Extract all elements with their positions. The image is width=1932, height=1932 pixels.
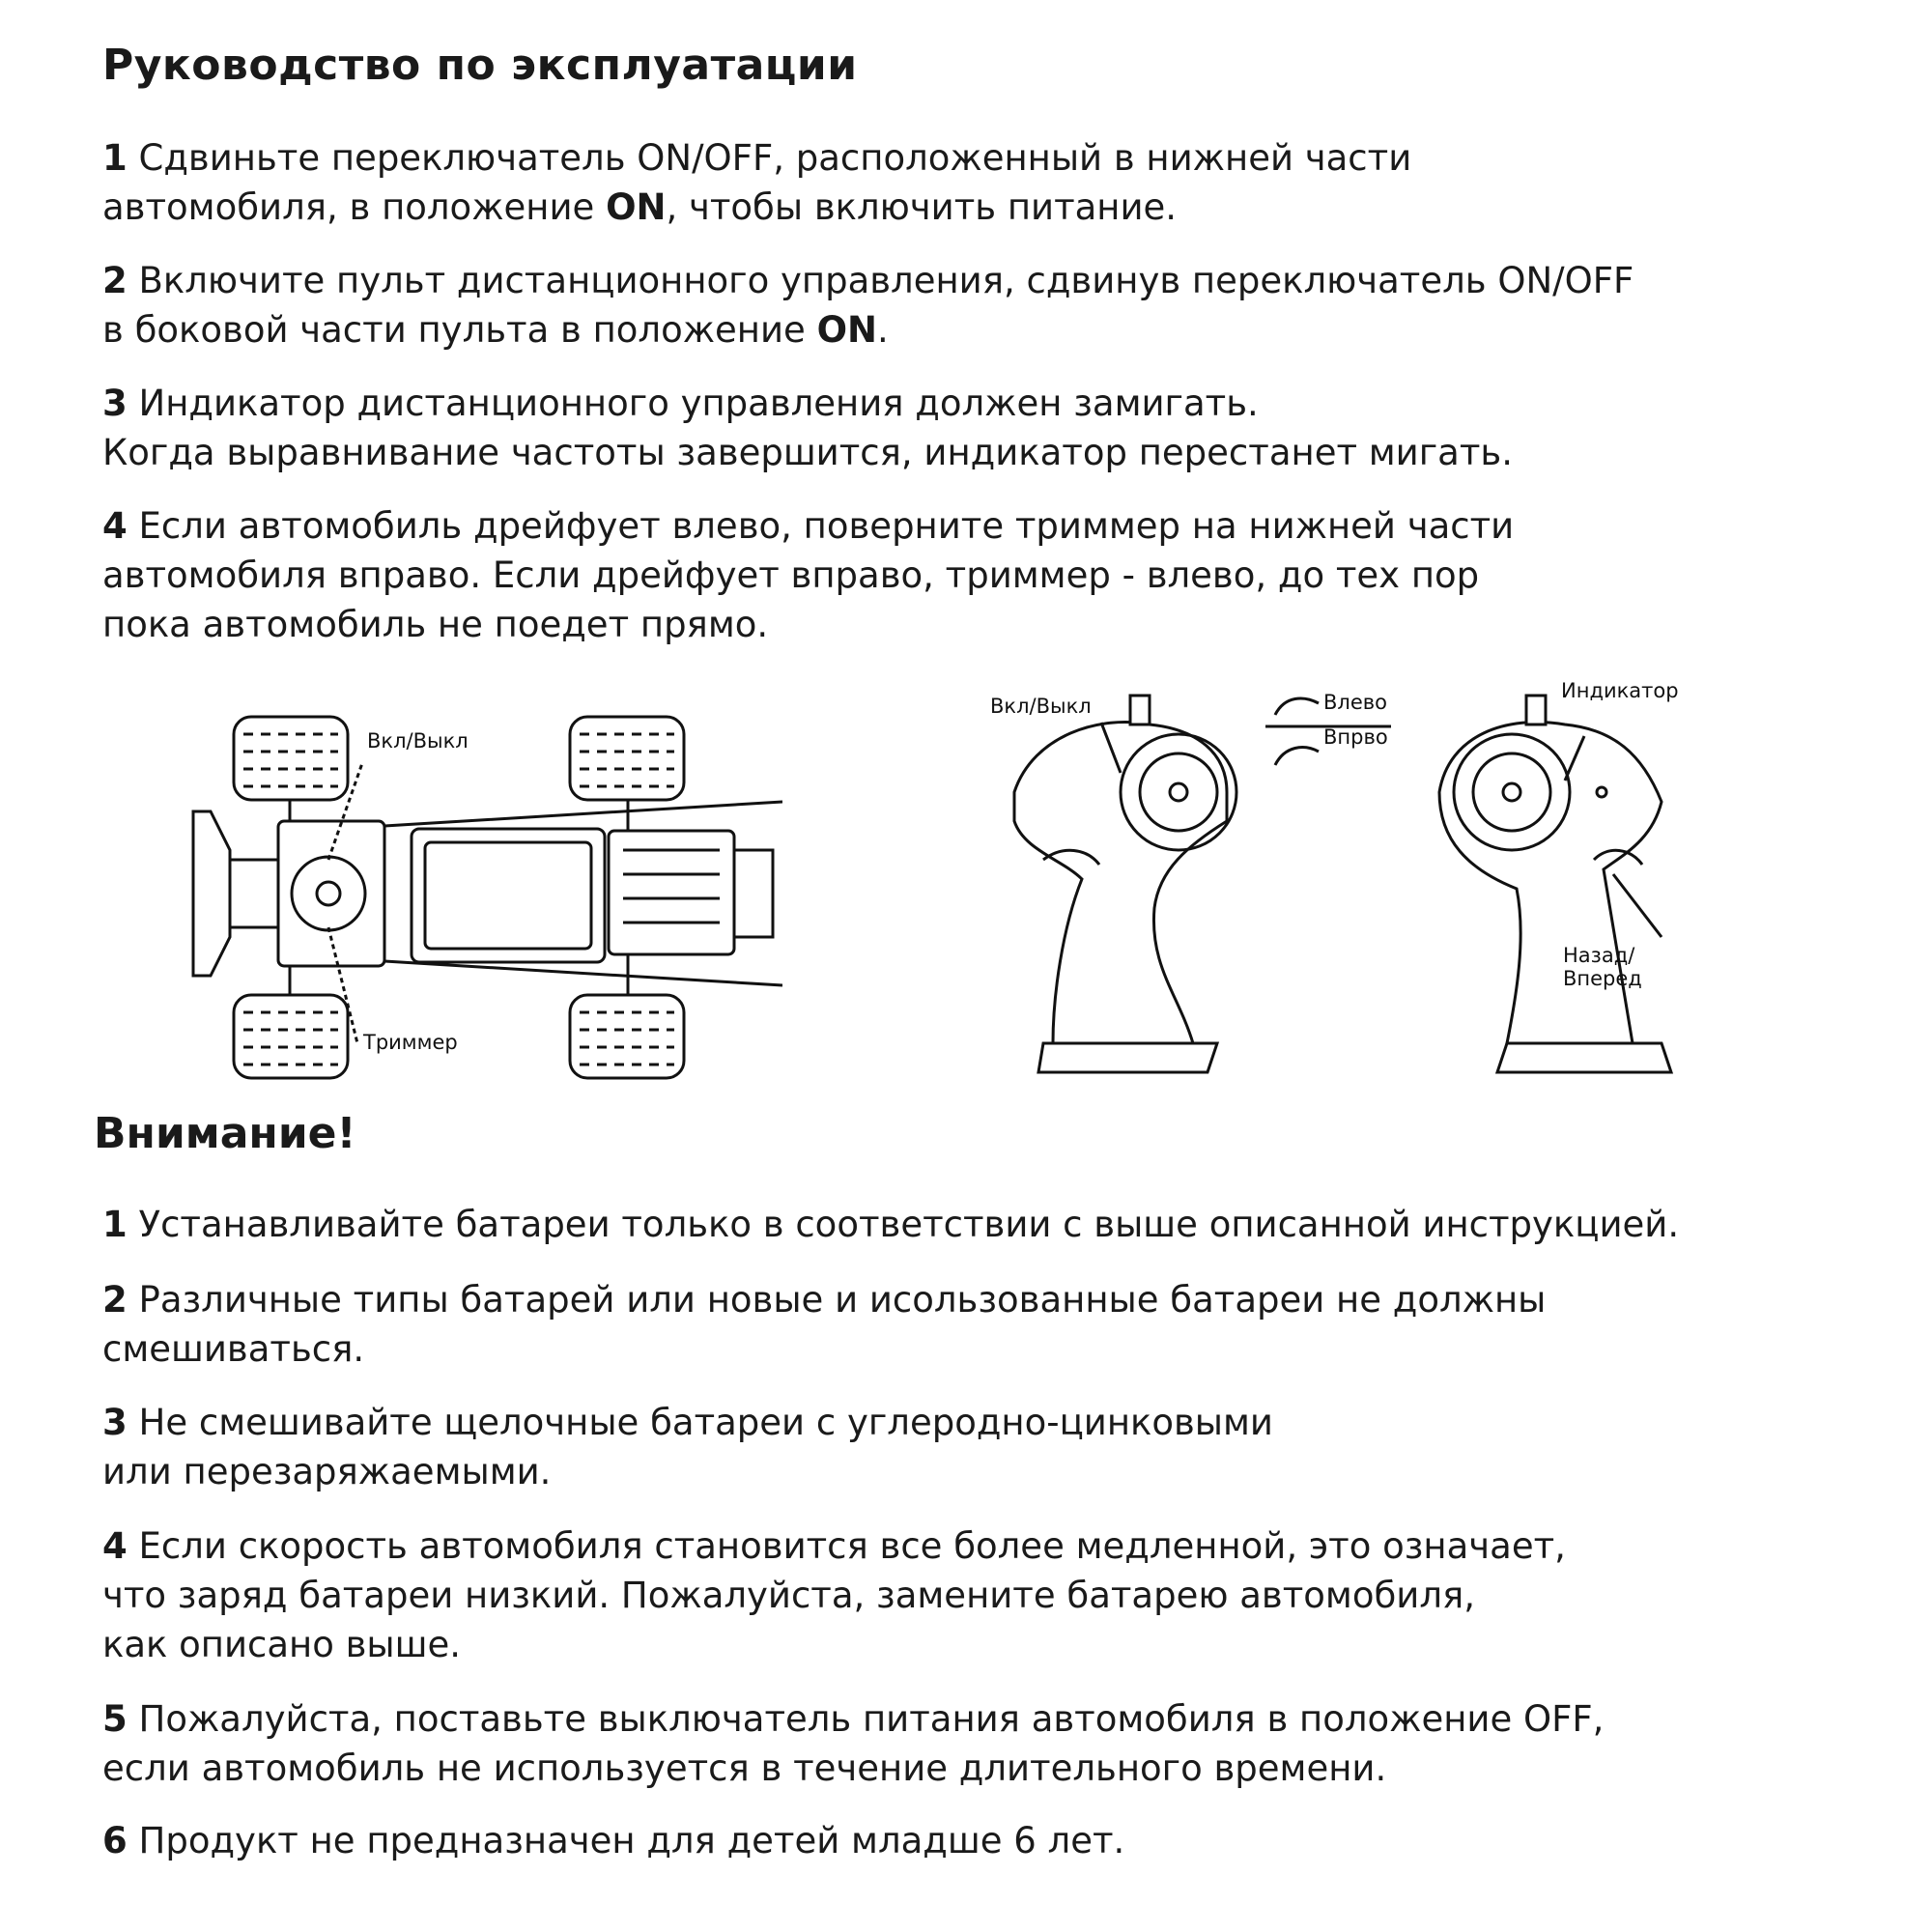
warning-number: 1 (102, 1204, 128, 1245)
remote-controller-icon (1014, 696, 1236, 1072)
warning-6: 6 Продукт не предназначен для детей младше 6 лет. (102, 1820, 1125, 1861)
remote-back-label: Назад/ (1563, 944, 1635, 967)
instruction-1: 1 Сдвиньте переключатель ON/OFF, расположенный в нижней части автомобиля, в положение ON, чтобы включить питание. (102, 137, 1412, 228)
remote-diagram (985, 676, 1700, 1092)
car-trimmer-label: Триммер (363, 1031, 458, 1054)
arrow-right-icon (1275, 748, 1319, 765)
warning-number: 2 (102, 1279, 128, 1321)
instruction-4: 4 Если автомобиль дрейфует влево, поверните триммер на нижней части автомобиля вправо. Если дрейфует вправо, триммер - влево, до тех пор пока автомобиль не поедет прямо. (102, 505, 1515, 645)
wheel-icon (234, 717, 348, 800)
wheel-icon (570, 717, 684, 800)
warning-title: Внимание! (94, 1109, 356, 1158)
remote-left-label: Влево (1323, 691, 1387, 714)
warning-number: 5 (102, 1698, 128, 1740)
car-chassis-diagram (184, 705, 782, 1082)
warning-3: 3 Не смешивайте щелочные батареи с углеродно-цинковыми или перезаряжаемыми. (102, 1402, 1273, 1492)
warning-4: 4 Если скорость автомобиля становится все более медленной, это означает, что заряд батареи низкий. Пожалуйста, замените батарею автомобиля, как описано выше. (102, 1525, 1566, 1665)
warning-number: 3 (102, 1402, 128, 1443)
wheel-icon (570, 995, 684, 1078)
instruction-number: 3 (102, 383, 128, 424)
warning-1: 1 Устанавливайте батареи только в соответствии с выше описанной инструкцией. (102, 1204, 1680, 1245)
warning-2: 2 Различные типы батарей или новые и исользованные батареи не должны смешиваться. (102, 1279, 1547, 1370)
instruction-3: 3 Индикатор дистанционного управления должен замигать. Когда выравнивание частоты завершится, индикатор перестанет мигать. (102, 383, 1513, 473)
wheel-icon (234, 995, 348, 1078)
instruction-number: 4 (102, 505, 128, 547)
instruction-number: 1 (102, 137, 128, 179)
arrow-left-icon (1275, 698, 1319, 715)
instruction-number: 2 (102, 260, 128, 301)
remote-forward-label: Вперед (1563, 967, 1642, 990)
remote-controller-icon (1439, 696, 1671, 1072)
remote-right-label: Впрво (1323, 725, 1388, 749)
warning-number: 6 (102, 1820, 128, 1861)
instruction-2: 2 Включите пульт дистанционного управления, сдвинув переключатель ON/OFF в боковой части пульта в положение ON. (102, 260, 1634, 351)
car-switch-label: Вкл/Выкл (367, 729, 469, 753)
remote-switch-label: Вкл/Выкл (990, 695, 1092, 718)
page-title: Руководство по эксплуатации (102, 41, 858, 90)
warning-5: 5 Пожалуйста, поставьте выключатель питания автомобиля в положение OFF, если автомобиль не используется в течение длительного времени. (102, 1698, 1605, 1789)
warning-number: 4 (102, 1525, 128, 1567)
remote-indicator-label: Индикатор (1561, 679, 1679, 702)
